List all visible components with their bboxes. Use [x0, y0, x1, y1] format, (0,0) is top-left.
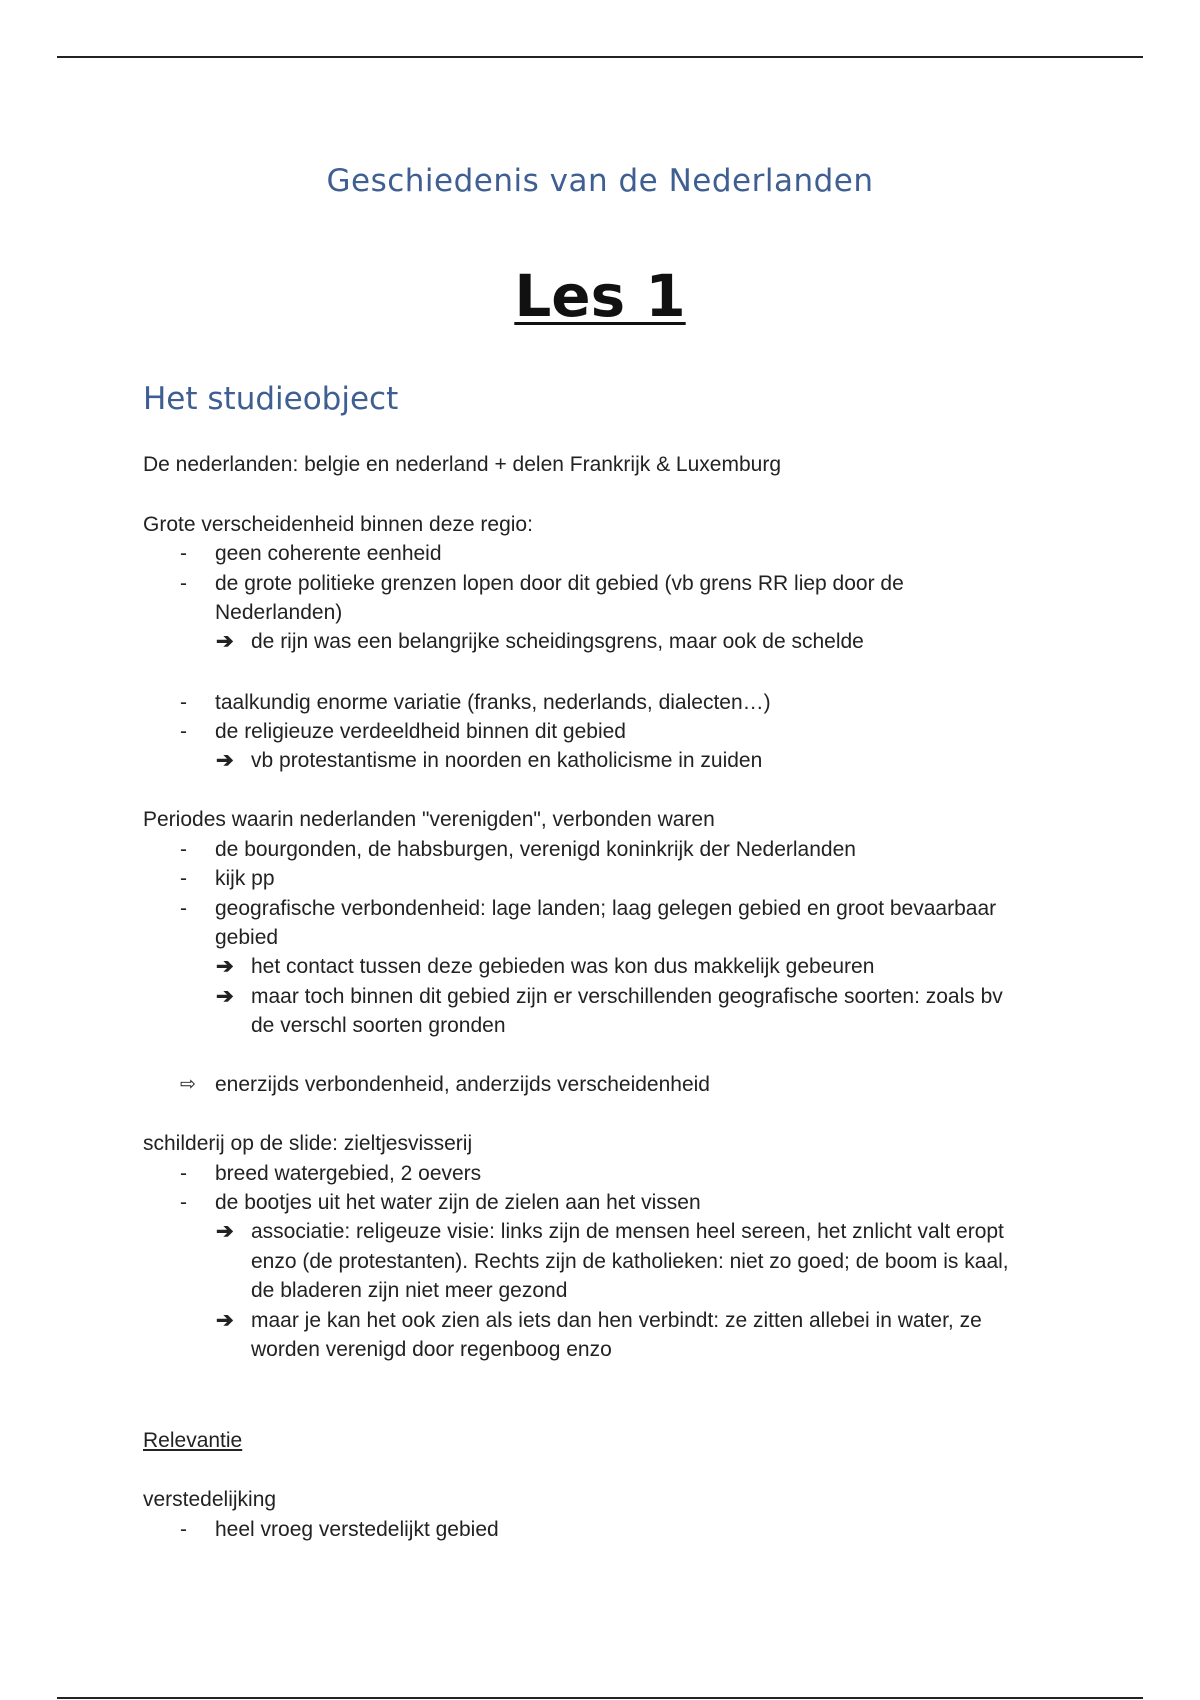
bullet-dash: - [180, 897, 187, 920]
bullet-item: de bootjes uit het water zijn de zielen aan het vissen [215, 1191, 701, 1214]
arrow-item-continuation: de verschl soorten gronden [251, 1014, 506, 1037]
bullet-item-continuation: gebied [215, 926, 279, 949]
bullet-item: heel vroeg verstedelijkt gebied [215, 1518, 499, 1541]
bullet-item: geen coherente eenheid [215, 542, 442, 565]
arrow-item-continuation: enzo (de protestanten). Rechts zijn de katholieken: niet zo goed; de boom is kaal, [251, 1250, 1009, 1273]
bullet-dash: - [180, 1191, 187, 1214]
arrow-item: maar toch binnen dit gebied zijn er verschillenden geografische soorten: zoals bv [251, 985, 1003, 1008]
bullet-item: geografische verbondenheid: lage landen; laag gelegen gebied en groot bevaarbaar [215, 897, 997, 920]
arrow-icon: ➔ [216, 1220, 234, 1243]
bullet-dash: - [180, 838, 187, 861]
bullet-dash: - [180, 1162, 187, 1185]
bullet-item: taalkundig enorme variatie (franks, nederlands, dialecten…) [215, 691, 771, 714]
bullet-dash: - [180, 691, 187, 714]
arrow-icon: ➔ [216, 1309, 234, 1332]
bullet-dash: - [180, 720, 187, 743]
paragraph-line: schilderij op de slide: zieltjesvisserij [143, 1132, 473, 1155]
conclusion-item: enerzijds verbondenheid, anderzijds verscheidenheid [215, 1073, 710, 1096]
section-heading: Het studieobject [143, 381, 399, 417]
bullet-item: kijk pp [215, 867, 275, 890]
arrow-icon: ➔ [216, 630, 234, 653]
bullet-item-continuation: Nederlanden) [215, 601, 343, 624]
bullet-dash: - [180, 572, 187, 595]
arrow-item: het contact tussen deze gebieden was kon dus makkelijk gebeuren [251, 955, 875, 978]
hollow-arrow-icon: ⇨ [180, 1074, 196, 1095]
arrow-item: maar je kan het ook zien als iets dan hen verbindt: ze zitten allebei in water, ze [251, 1309, 982, 1332]
arrow-item: vb protestantisme in noorden en katholicisme in zuiden [251, 749, 763, 772]
bullet-dash: - [180, 867, 187, 890]
bullet-dash: - [180, 1518, 187, 1541]
relevance-heading: Relevantie [143, 1429, 243, 1452]
arrow-icon: ➔ [216, 955, 234, 978]
bullet-dash: - [180, 542, 187, 565]
footer-rule [57, 1697, 1143, 1699]
arrow-item: de rijn was een belangrijke scheidingsgrens, maar ook de schelde [251, 630, 864, 653]
paragraph-line: verstedelijking [143, 1488, 277, 1511]
arrow-item-continuation: worden verenigd door regenboog enzo [251, 1338, 612, 1361]
paragraph-line: De nederlanden: belgie en nederland + delen Frankrijk & Luxemburg [143, 453, 781, 476]
arrow-icon: ➔ [216, 985, 234, 1008]
arrow-item: associatie: religeuze visie: links zijn de mensen heel sereen, het znlicht valt eropt [251, 1220, 1004, 1243]
paragraph-line: Grote verscheidenheid binnen deze regio: [143, 513, 533, 536]
bullet-item: breed watergebied, 2 oevers [215, 1162, 482, 1185]
document-subtitle: Geschiedenis van de Nederlanden [326, 163, 874, 199]
arrow-item-continuation: de bladeren zijn niet meer gezond [251, 1279, 568, 1302]
bullet-item: de grote politieke grenzen lopen door dit gebied (vb grens RR liep door de [215, 572, 904, 595]
bullet-item: de bourgonden, de habsburgen, verenigd koninkrijk der Nederlanden [215, 838, 856, 861]
bullet-item: de religieuze verdeeldheid binnen dit gebied [215, 720, 626, 743]
paragraph-line: Periodes waarin nederlanden "verenigden", verbonden waren [143, 808, 715, 831]
document-title-text: Les 1 [514, 262, 686, 330]
header-rule [57, 56, 1143, 58]
document-title [0, 262, 1200, 330]
arrow-icon: ➔ [216, 749, 234, 772]
